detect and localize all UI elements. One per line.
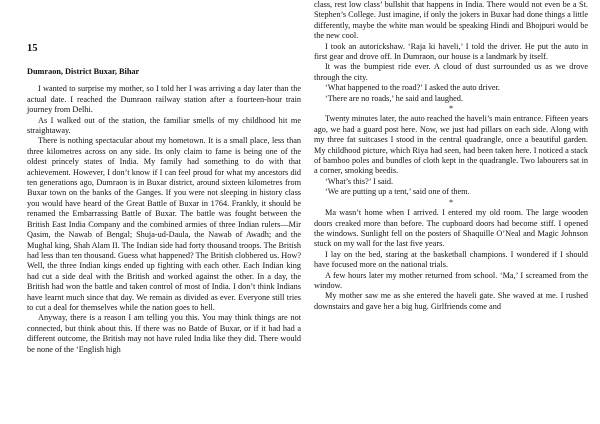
right-page: [314, 0, 588, 312]
paragraph: ‘There are no roads,’ he said and laughed.: [325, 93, 463, 103]
paragraph: I lay on the bed, staring at the basketball champions. I wondered if I should have focused more on the national trials.: [314, 249, 588, 270]
paragraph: Anyway, there is a reason I am telling you this. You may think things are not connected, but think about this. If there was no Batde of Buxar, or if it had had a different outcome, the British may not have ruled India like they did. There would be none of the ‘English high: [27, 313, 301, 354]
paragraph: My mother saw me as she entered the haveli gate. She waved at me. I rushed downstairs and gave her a big hug. Girlfriends come and: [314, 291, 588, 311]
paragraph: I took an autorickshaw. ‘Raja ki haveli,’ I told the driver. He put the auto in first gear and drove off. In Dumraon, our house is a landmark by itself.: [314, 41, 588, 62]
paragraph: As I walked out of the station, the familiar smells of my childhood hit me straightaway.: [27, 115, 301, 136]
paragraph: Ma wasn’t home when I arrived. I entered my old room. The large wooden doors creaked more than before. The cupboard doors had become stiff. I opened the windows. Sunlight fell on the posters of Shaquille O’Neal and Magic Johnson stuck on my wall for the last five years.: [314, 208, 588, 249]
paragraph: It was the bumpiest ride ever. A cloud of dust surrounded us as we drove through the city.: [314, 62, 588, 82]
left-page: [27, 43, 301, 355]
chapter-title: Dumraon, District Buxar, Bihar: [27, 67, 140, 76]
paragraph: ‘We are putting up a tent,’ said one of them.: [325, 187, 470, 197]
left-page-body: [27, 84, 301, 355]
paragraph: I wanted to surprise my mother, so I told her I was arriving a day later than the actual date. I reached the Dumraon railway station after a fourteen-hour train journey from Delhi.: [27, 84, 301, 115]
section-separator: *: [448, 197, 454, 207]
right-page-body: [314, 0, 588, 312]
paragraph: ‘What’s this?’ I said.: [325, 176, 394, 186]
paragraph: A few hours later my mother returned from school. ‘Ma,’ I screamed from the window.: [314, 270, 588, 290]
paragraph: ‘What happened to the road?’ I asked the auto driver.: [325, 83, 500, 93]
paragraph: There is nothing spectacular about my hometown. It is a small place, less than three kilometres across on any side. Its only claim to fame is being one of the oldest princely states of India. My family had something to do with that achievement. However, I don’t know if I can feel proud for what my ancestors did ten generations ago, Dumraon is in Buxar district, around sixteen kilometres from Buxar town on the banks of the Ganges. If you were not sleeping in history class you would have heard of the Great Battle of Buxar in 1764. Frankly, it should be renamed the Embarrassing Battle of Buxar. The battle was fought between the British East India Company and the combined armies of three Indian rulers—Mir Qasim, the Nawab of Bengal; Shuja-ud-Daula, the Nawab of Awadh; and the Mughal king, Shah Alam II. The Indian side had forty thousand troops. The British had less than ten thousand. Guess what happened? The British clobbered us. How? Well, the three Indian kings ended up fighting with each other. Each Indian king had cut a side deal with the British and worked against the other. In a day, the British had won the battle and taken control of most of India. I don’t think Indians have learnt much since that day. We remain as divided as ever. Everyone still tries to cut a deal for themselves while the nation goes to hell.: [27, 136, 301, 312]
chapter-number: 15: [27, 43, 38, 54]
section-separator: *: [448, 104, 454, 114]
paragraph: Twenty minutes later, the auto reached the haveli’s main entrance. Fifteen years ago, we had a guard post here. Now, we just had pillars on each side. Along with my three fat suitcases I stood in the central quadrangle, once a beautiful garden. My childhood picture, which Riya had seen, had been taken here. I noticed a stack of bamboo poles and bundles of cloth kept in the quadrangle. Two labourers sat in a corner, smoking beedis.: [314, 114, 588, 176]
paragraph: class, rest low class’ bullshit that happens in India. There would not even be a St. Stephen’s College. Just imagine, if only the jokers in Buxar had done things a little differently, maybe the white man would be speaking Hindi and Bhojpuri would be the new cool.: [314, 0, 588, 41]
